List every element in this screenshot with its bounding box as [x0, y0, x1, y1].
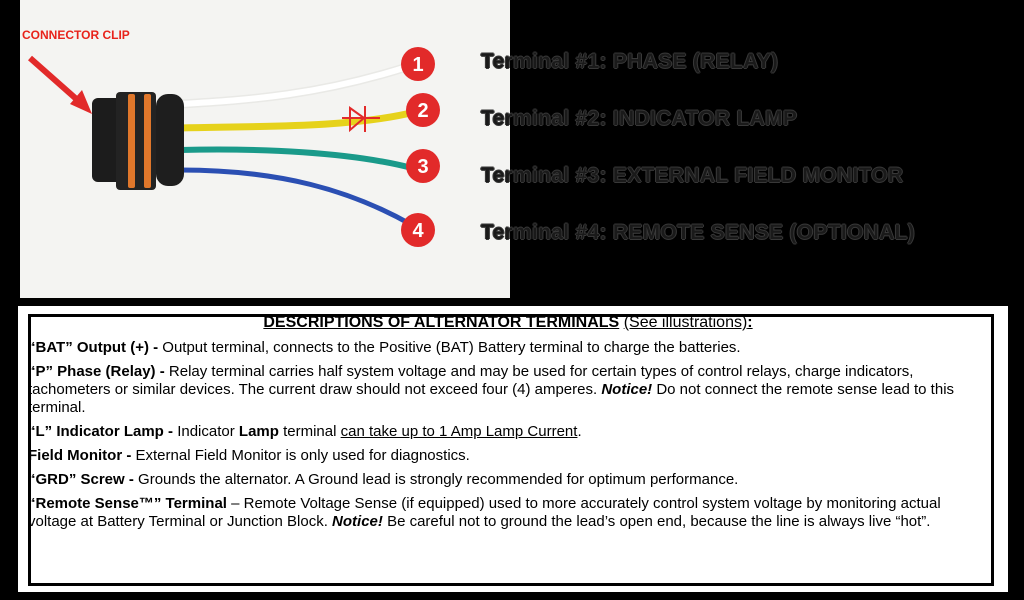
connector-photo — [20, 0, 510, 298]
connector-clip-label: CONNECTOR CLIP — [22, 28, 130, 42]
desc-bat: “BAT” Output (+) - Output terminal, connects to the Positive (BAT) Battery terminal to charge the batteries. — [28, 339, 741, 356]
callout-4-label: 4 — [412, 220, 424, 242]
desc-lamp: “L” Indicator Lamp - Indicator Lamp terminal can take up to 1 Amp Lamp Current. — [28, 423, 582, 440]
terminal-3-label: Terminal #3: EXTERNAL FIELD MONITOR — [481, 164, 904, 187]
callout-2-label: 2 — [417, 100, 429, 122]
desc-grd: “GRD” Screw - Grounds the alternator. A Ground lead is strongly recommended for optimum performance. — [28, 471, 739, 488]
connector-arrow — [30, 58, 92, 114]
connector-illustration — [20, 0, 510, 298]
descriptions-text — [28, 314, 988, 537]
wire-blue — [180, 170, 412, 225]
desc-phase: “P” Phase (Relay) - Relay terminal carries half system voltage and may be used for certain types of control relays, charge indicators, tachometers or similar devices. The current draw should not exceed four (4) amperes. Notice! Do not connect the remote sense lead to this terminal. — [28, 363, 955, 416]
terminal-4-label: Terminal #4: REMOTE SENSE (OPTIONAL) — [481, 221, 915, 244]
callout-1-label: 1 — [412, 54, 424, 76]
wire-white — [180, 66, 410, 104]
wire-teal — [180, 150, 412, 168]
descriptions-panel — [18, 306, 1008, 592]
descriptions-title: DESCRIPTIONS OF ALTERNATOR TERMINALS (See illustrations): — [263, 314, 753, 331]
callout-3-label: 3 — [417, 156, 429, 178]
terminal-2-label: Terminal #2: INDICATOR LAMP — [481, 107, 798, 130]
desc-field: Field Monitor - External Field Monitor is only used for diagnostics. — [28, 447, 470, 464]
diode-symbol — [342, 106, 380, 132]
terminal-1-label: Terminal #1: PHASE (RELAY) — [481, 50, 779, 73]
wire-yellow — [180, 112, 415, 128]
desc-remote: “Remote Sense™” Terminal – Remote Voltage Sense (if equipped) used to more accurately control system voltage by monitoring actual voltage at Battery Terminal or Junction Block. Notice! Be careful not to ground the lead’s open end, because the line is always live “hot”. — [28, 495, 941, 530]
